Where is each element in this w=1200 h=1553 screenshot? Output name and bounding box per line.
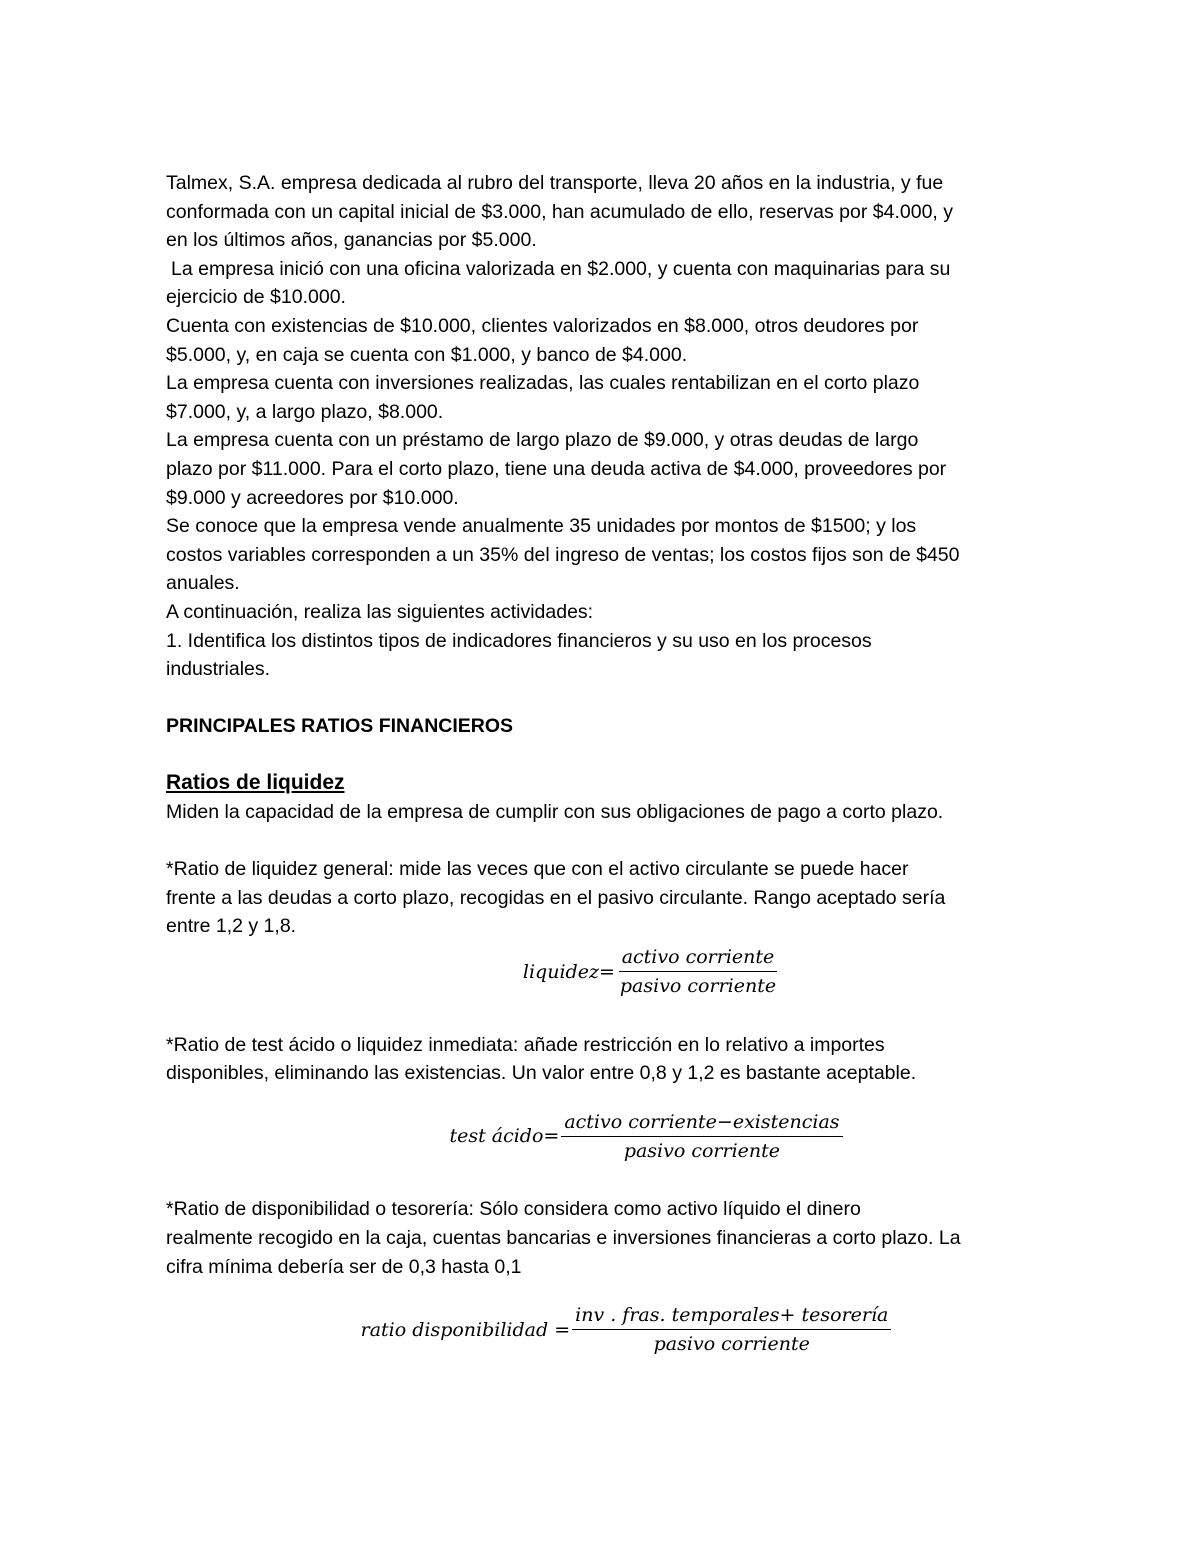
formula-denominator: pasivo corriente xyxy=(623,1139,781,1162)
ratio-cash-paragraph xyxy=(166,1195,1046,1281)
text-line: 1. Identifica los distintos tipos de indicadores financieros y su uso en los procesos xyxy=(166,629,872,652)
text-line: disponibles, eliminando las existencias. Un valor entre 0,8 y 1,2 es bastante aceptable. xyxy=(166,1062,917,1085)
text-line: cifra mínima debería ser de 0,3 hasta 0,1 xyxy=(166,1255,522,1278)
liquidity-formula xyxy=(256,945,1046,998)
formula-lhs: liquidez= xyxy=(522,960,615,983)
text-line: La empresa cuenta con inversiones realizadas, las cuales rentabilizan en el corto plazo xyxy=(166,372,920,395)
formula-numerator: activo corriente−existencias xyxy=(561,1110,842,1137)
text-line: *Ratio de disponibilidad o tesorería: Sólo considera como activo líquido el dinero xyxy=(166,1198,861,1221)
text-line: en los últimos años, ganancias por $5.000. xyxy=(166,229,537,252)
text-line: entre 1,2 y 1,8. xyxy=(166,915,297,938)
formula-numerator: activo corriente xyxy=(619,945,778,972)
text-line: A continuación, realiza las siguientes actividades: xyxy=(166,600,594,623)
text-line: costos variables corresponden a un 35% del ingreso de ventas; los costos fijos son de $450 xyxy=(166,543,960,566)
subsection-title: Ratios de liquidez xyxy=(166,771,345,795)
text-line: $5.000, y, en caja se cuenta con $1.000, y banco de $4.000. xyxy=(166,343,688,366)
text-line: realmente recogido en la caja, cuentas bancarias e inversiones financieras a corto plazo. La xyxy=(166,1227,961,1249)
text-line: *Ratio de liquidez general: mide las veces que con el activo circulante se puede hacer xyxy=(166,858,909,881)
formula-fraction xyxy=(617,945,779,998)
formula-fraction xyxy=(561,1110,842,1163)
text-line: La empresa cuenta con un préstamo de largo plazo de $9.000, y otras deudas de largo xyxy=(166,429,919,452)
text-line: ejercicio de $10.000. xyxy=(166,286,346,309)
text-line: Cuenta con existencias de $10.000, clientes valorizados en $8.000, otros deudores por xyxy=(166,314,919,337)
text-line: Talmex, S.A. empresa dedicada al rubro del transporte, lleva 20 años en la industria, y fue xyxy=(166,172,944,194)
section-heading: PRINCIPALES RATIOS FINANCIEROS xyxy=(166,715,514,738)
text-line: frente a las deudas a corto plazo, recogidas en el pasivo circulante. Rango aceptado sería xyxy=(166,886,946,909)
text-line: conformada con un capital inicial de $3.000, han acumulado de ello, reservas por $4.000, y xyxy=(166,200,953,223)
formula-lhs: ratio disponibilidad = xyxy=(360,1318,571,1341)
text-line: $9.000 y acreedores por $10.000. xyxy=(166,486,459,509)
text-line: $7.000, y, a largo plazo, $8.000. xyxy=(166,400,444,423)
text-line: plazo por $11.000. Para el corto plazo, tiene una deuda activa de $4.000, proveedores por xyxy=(166,457,947,480)
formula-numerator: inv . fras. temporales+ tesorería xyxy=(572,1303,891,1330)
cash-ratio-formula xyxy=(206,1303,1046,1356)
text-line: Se conoce que la empresa vende anualmente 35 unidades por montos de $1500; y los xyxy=(166,515,917,538)
acid-test-formula xyxy=(246,1110,1046,1163)
formula-lhs: test ácido= xyxy=(449,1125,560,1148)
ratio-general-paragraph xyxy=(166,855,1046,941)
text-line: industriales. xyxy=(166,658,271,681)
text-line: *Ratio de test ácido o liquidez inmediata: añade restricción en lo relativo a importes xyxy=(166,1033,885,1056)
intro-paragraph xyxy=(166,169,1046,684)
text-line: La empresa inició con una oficina valorizada en $2.000, y cuenta con maquinarias para su xyxy=(171,257,951,280)
document-body xyxy=(166,169,1046,1360)
text-line: anuales. xyxy=(166,572,240,595)
subsection-description: Miden la capacidad de la empresa de cumplir con sus obligaciones de pago a corto plazo. xyxy=(166,801,944,824)
formula-fraction xyxy=(572,1303,891,1356)
formula-denominator: pasivo corriente xyxy=(653,1333,810,1356)
formula-denominator: pasivo corriente xyxy=(619,975,777,998)
ratio-acid-paragraph xyxy=(166,1031,1046,1088)
